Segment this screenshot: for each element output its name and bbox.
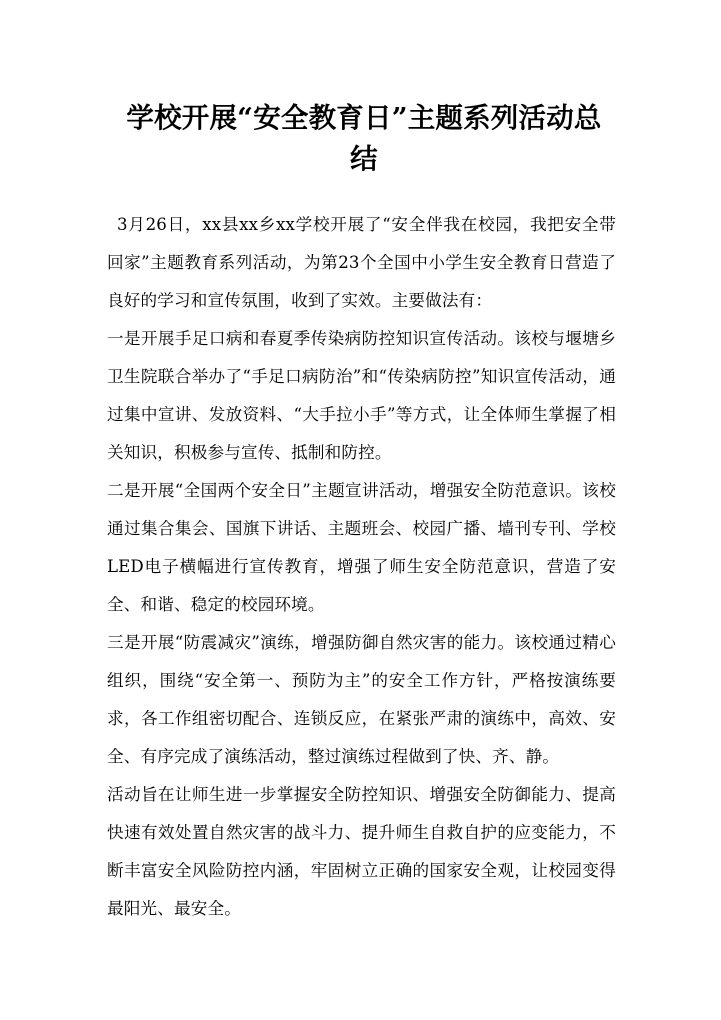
page-title: 学校开展“安全教育日”主题系列活动总结 xyxy=(126,102,602,176)
paragraph-conclusion: 活动旨在让师生进一步掌握安全防控知识、增强安全防御能力、提高快速有效处置自然灾害的战斗力、提升师生自救自护的应变能力，不断丰富安全风险防控内涵，牢固树立正确的国家安全观，让校园变得最阳光、最安全。 xyxy=(107,785,616,918)
paragraph-measure-two: 二是开展“全国两个安全日”主题宣讲活动，增强安全防范意识。该校通过集合集会、国旗下讲话、主题班会、校园广播、墙刊专刊、学校LED电子横幅进行宣传教育，增强了师生安全防范意识，营造了安全、和谐、稳定的校园环境。 xyxy=(107,481,616,614)
document-body xyxy=(107,206,616,928)
paragraph-measure-three: 三是开展“防震减灾”演练，增强防御自然灾害的能力。该校通过精心组织，围绕“安全第一、预防为主”的安全工作方针，严格按演练要求，各工作组密切配合、连锁反应，在紧张严肃的演练中，高效、安全、有序完成了演练活动，整过演练过程做到了快、齐、静。 xyxy=(107,633,616,766)
paragraph-measure-one: 一是开展手足口病和春夏季传染病防控知识宣传活动。该校与堰塘乡卫生院联合举办了“手足口病防治”和“传染病防控”知识宣传活动，通过集中宣讲、发放资料、“大手拉小手”等方式，让全体师生掌握了相关知识，积极参与宣传、抵制和防控。 xyxy=(107,329,616,462)
paragraph-intro: 3月26日，xx县xx乡xx学校开展了“安全伴我在校园，我把安全带回家”主题教育系列活动，为第23个全国中小学生安全教育日营造了良好的学习和宣传氛围，收到了实效。主要做法有： xyxy=(107,215,616,310)
